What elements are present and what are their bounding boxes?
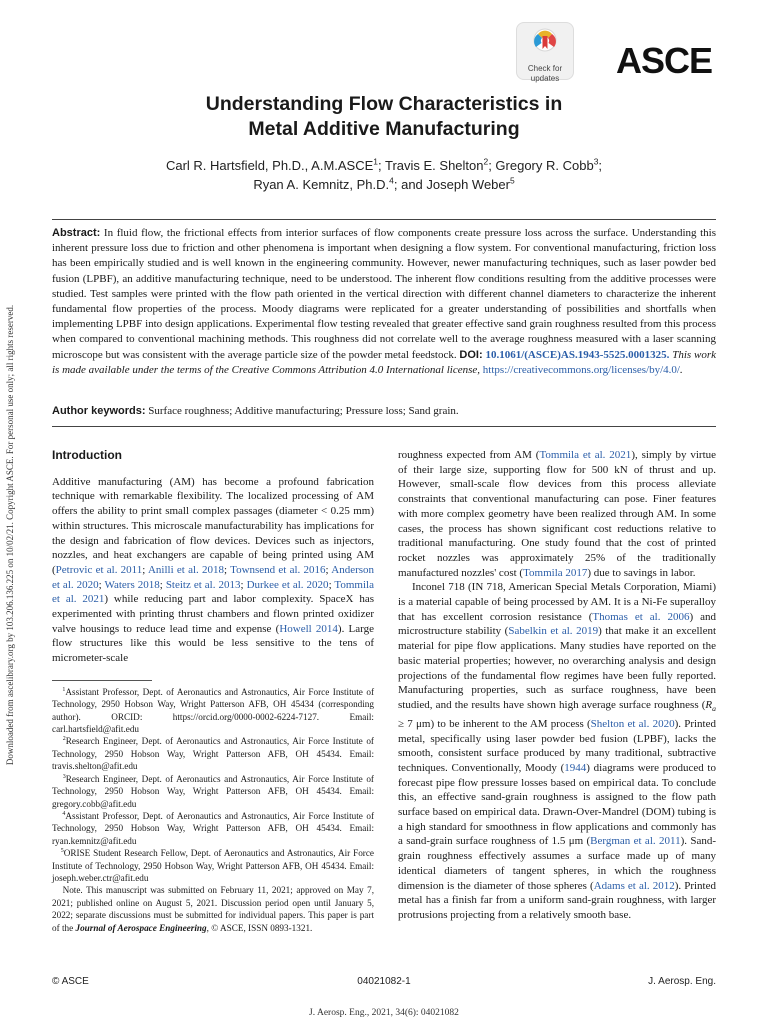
badge-label-1: Check for: [527, 64, 563, 73]
note-journal: Journal of Aerospace Engineering: [75, 922, 207, 933]
right-paragraph-2: [398, 580, 716, 922]
author-5-sup: 5: [509, 175, 515, 186]
right-paragraph-1: [398, 448, 716, 580]
footnote-3-text: Research Engineer, Dept. of Aeronautics and Astronautics, Air Force Institute of Technology, 2950 Hobson Way, Wright Patterson AFB, OH 45434. Email: gregory.cobb@afit.edu: [52, 773, 374, 809]
footnote-4-sup: 4: [62, 810, 66, 817]
abstract-top-rule: [52, 219, 716, 220]
ref-moody[interactable]: 1944: [564, 761, 587, 774]
ref-townsend[interactable]: Townsend et al. 2016: [230, 563, 326, 576]
footnote-4-text: Assistant Professor, Dept. of Aeronautics and Astronautics, Air Force Institute of Technology, 2950 Hobson Way, Wright Patterson AFB, OH 45434. Email: ryan.kemnitz@afit.edu: [52, 810, 374, 846]
ra-value: ≥ 7 μm: [398, 717, 431, 730]
ref-howell[interactable]: Howell 2014: [279, 622, 338, 635]
author-3-tail: ;: [598, 158, 603, 173]
ref-bergman[interactable]: Bergman et al. 2011: [590, 835, 681, 848]
author-1: Carl R. Hartsfield, Ph.D., A.M.ASCE: [165, 158, 374, 173]
footnote-5-sup: 5: [60, 848, 64, 855]
author-3: ; Gregory R. Cobb: [488, 158, 594, 173]
ref-durkee[interactable]: Durkee et al. 2020: [246, 578, 329, 591]
author-4-sup: 4: [389, 175, 394, 186]
abstract-bottom-rule: [52, 426, 716, 427]
citation-line: J. Aerosp. Eng., 2021, 34(6): 04021082: [309, 1008, 459, 1018]
intro-text-c: ). Large flow structures like this would be less sensitive to the tens of micrometer-scale: [52, 622, 374, 665]
right-text-1c: ) due to savings in labor.: [587, 566, 696, 579]
doi-link[interactable]: 10.1061/(ASCE)AS.1943-5525.0001325.: [485, 348, 670, 361]
ref-tommila-2017[interactable]: Tommila 2017: [523, 566, 588, 579]
asce-logo: [616, 40, 712, 82]
manuscript-note: [52, 884, 374, 934]
footnote-1-text: Assistant Professor, Dept. of Aeronautics and Astronautics, Air Force Institute of Technology, 2950 Hobson Way, Wright Patterson AFB, OH 45434 (corresponding author). ORCID: https://orcid.org/0000-0002-6224-7127. Email: carl.hartsfield@afit.edu: [52, 686, 374, 735]
license-text: This work is made available under the terms of the Creative Commons Attribution 4.0 International license,: [52, 348, 716, 376]
right-text-2g: ). Sand-grain roughness effectively assumes a surface made up of many identical diameters of tangent spheres, in which the roughness dimension is the diameter of those spheres (: [398, 835, 717, 892]
introduction-heading: Introduction: [52, 448, 122, 462]
author-2: ; Travis E. Shelton: [378, 158, 484, 173]
author-3-sup: 3: [593, 156, 599, 167]
author-keywords: [52, 405, 716, 417]
ref-shelton[interactable]: Shelton et al. 2020: [590, 717, 675, 730]
title-line-2: Metal Additive Manufacturing: [248, 118, 520, 140]
license-end: .: [679, 363, 683, 376]
ref-adams[interactable]: Adams et al. 2012: [593, 879, 675, 892]
footnote-4: [52, 810, 374, 847]
doi-label: DOI:: [459, 348, 483, 361]
intro-text-a: Additive manufacturing (AM) has become a profound fabrication technique with remarkable flexibility. The localized processing of AM offers the ability to print small complex passages (diameter < 0.25 mm) within structures. This microscale manufacturability has implications for the design and fabrication of flow devices. Devices such as injectors, nozzles, and heat exchangers are capable of being printed using AM (: [52, 475, 374, 576]
logo-wordmark: ASCE: [616, 40, 713, 81]
footnote-2-text: Research Engineer, Dept. of Aeronautics and Astronautics, Air Force Institute of Technology, 2950 Hobson Way, Wright Patterson AFB, OH 45434. Email: travis.shelton@afit.edu: [52, 736, 374, 772]
intro-text-b: ) while reducing part and labor complexity. SpaceX has experimented with printing thrust chambers and flown printed oxidizer valve housings to reduce lead time and expense (: [52, 593, 374, 635]
right-column: [398, 448, 716, 923]
footer-journal: J. Aerosp. Eng.: [648, 976, 716, 987]
title-line-1: Understanding Flow Characteristics in: [205, 93, 563, 115]
footnote-1: [52, 686, 374, 736]
intro-paragraph: Additive manufacturing (AM) has become a profound fabrication technique with remarkable flexibility. The localized processing of AM offers the ability to print small complex passages (diameter < 0.25 mm) within structures. This microscale manufacturability has implications for the design and fabrication of flow devices. Devices such as injectors, nozzles, and heat exchangers are capable of being printed using AM (Petrovic et al. 2011; Anilli et al. 2018; Townsend et al. 2016; Anderson et al. 2020; Waters 2018; Steitz et al. 2013; Durkee et al. 2020; Tommila et al. 2021) while reducing part and labor complexity. SpaceX has experimented with printing thrust chambers and flown printed oxidizer valve housings to reduce lead time and expense (Howell 2014). Large flow structures like this would be less sensitive to the tens of micrometer-scale: [52, 475, 375, 665]
ref-anderson[interactable]: Anderson et al. 2020: [52, 563, 375, 591]
ref-petrovic[interactable]: Petrovic et al. 2011: [55, 563, 143, 576]
footer-copyright: © ASCE: [52, 976, 89, 987]
footnote-3-sup: 3: [62, 773, 66, 780]
keywords-text: Surface roughness; Additive manufacturing; Pressure loss; Sand grain.: [148, 405, 459, 417]
right-text-2d: ) to be inherent to the AM process (: [430, 717, 591, 730]
ref-tommila-2021-a[interactable]: Tommila et al. 2021: [52, 578, 374, 606]
download-notice-sidebar: Downloaded from ascelibrary.org by 103.206.136.225 on 10/02/21. Copyright ASCE. For personal use only; all rights reserved.: [5, 304, 15, 766]
author-list: [100, 156, 668, 194]
author-5: ; and Joseph Weber: [393, 177, 510, 192]
keywords-label: Author keywords:: [52, 405, 146, 417]
badge-label-2: updates: [530, 74, 560, 83]
footnote-2-sup: 2: [62, 736, 66, 743]
ra-subscript: a: [712, 704, 716, 714]
note-text-b: , © ASCE, ISSN 0893-1321.: [206, 922, 313, 933]
right-text-2c: ) that make it an excellent material for pipe flow applications. Many studies have reported on the basic material properties; however, no overarching analysis and design projections of the fundamental flow regimes have been fully reported. Manufacturing properties, such as surface roughness, have been studied, and the results have shown high average surface roughness (: [398, 625, 717, 711]
footnote-3: [52, 773, 374, 810]
ref-thomas[interactable]: Thomas et al. 2006: [592, 610, 690, 623]
ref-anilli[interactable]: Anilli et al. 2018: [147, 563, 225, 576]
ra-symbol: R: [705, 698, 713, 711]
ref-steitz[interactable]: Steitz et al. 2013: [165, 578, 241, 591]
ref-sabelkin[interactable]: Sabelkin et al. 2019: [508, 625, 599, 638]
check-for-updates-button[interactable]: [516, 22, 574, 83]
right-text-2h: ). Printed metal has a finish far from a uniform sand-grain roughness, with larger protrusions projecting from a relatively smooth base.: [398, 879, 716, 921]
crossmark-icon: [530, 26, 560, 58]
abstract: [52, 226, 716, 378]
ref-waters[interactable]: Waters 2018: [104, 578, 160, 591]
author-2-sup: 2: [483, 156, 489, 167]
footnote-2: [52, 735, 374, 772]
footnote-5-text: ORISE Student Research Fellow, Dept. of Aeronautics and Astronautics, Air Force Institute of Technology, 2950 Hobson Way, Wright Patterson AFB, OH 45434. Email: joseph.weber.ctr@afit.edu: [52, 848, 375, 883]
right-text-1b: ), simply by virtue of their large size, supporting flow for 500 kN of thrust and up. However, small-scale flow devices from this process alleviate constraints that conventional manufacturing can pose. Finer features with more complex geometry have been realized through AM. In some cases, the process has shown significant cost reductions relative to traditional manufacturing. One study found that the cost of printed rocket nozzles was approximately 25% of the traditionally manufactured nozzles' cost (: [398, 449, 717, 579]
left-column: [52, 448, 374, 934]
right-text-2e: ). Printed metal, specifically using laser powder bed fusion (LPBF), lacks the smooth, consistent surface produced by many traditional, subtractive techniques. Conventionally, Moody (: [398, 717, 716, 774]
note-text-a: Note. This manuscript was submitted on February 11, 2021; approved on May 7, 2021; published online on August 5, 2021. Discussion period open until January 5, 2022; separate discussions must be submitted for individual papers. This paper is part of the: [52, 885, 375, 933]
footer-page-id: 04021082-1: [357, 976, 411, 987]
author-1-sup: 1: [373, 156, 378, 167]
paper-title: [100, 92, 668, 142]
right-text-2b: ) and microstructure stability (: [398, 610, 716, 638]
right-text-2f: ) diagrams were produced to forecast pipe flow pressure losses based on empirical data. To conclude this, an effective sand-grain roughness is assigned to the flow path surface based on empirical data. Drawn-Over-Mandrel (DOM) tubing is a high standard for smoothness in flow applications and commonly has a sand-grain surface roughness of 1.5 μm (: [398, 761, 716, 848]
footnote-1-sup: 1: [62, 686, 66, 693]
footnote-rule: [52, 680, 152, 681]
license-link[interactable]: https://creativecommons.org/licenses/by/4.0/: [482, 363, 680, 376]
right-text-2a: Inconel 718 (IN 718, American Special Metals Corporation, Miami) is a material capable of being processed by AM. It is a Ni-Fe superalloy that has excellent corrosion resistance (: [398, 581, 716, 623]
footnote-5: [52, 847, 374, 884]
abstract-text: In fluid flow, the frictional effects from interior surfaces of flow components create pressure loss across the surface. Understanding this inherent pressure loss due to friction and other phenomena is important when designing a flow system. For conventional manufacturing, friction loss has been empirically studied and is well known in the engineering community. However, newer manufacturing techniques, such as laser powder bed fusion (LPBF), an additive manufacturing technique, need to be understood. The inherent flow conditions resulting from the additive processes were studied. Test samples were printed with the flow path oriented in the vertical direction with different channel diameters to characterize the inherent fundamental flow properties of the process. Moody diagrams were replicated for a greater understanding of possibilities and shortfalls when implementing LPBF into design applications. Experimental flow testing revealed that greater effective sand grain roughness resulted from this process when compared to conventional machining methods. This roughness did not correlate well to the average roughness measured with a laser scanning microscope but was consistent with the average particle size of the powder metal feedstock.: [52, 227, 717, 361]
ref-tommila-2021-b[interactable]: Tommila et al. 2021: [539, 449, 632, 461]
right-text-1a: roughness expected from AM (: [398, 449, 540, 461]
abstract-label: Abstract:: [52, 227, 101, 239]
author-4: Ryan A. Kemnitz, Ph.D.: [253, 177, 390, 192]
